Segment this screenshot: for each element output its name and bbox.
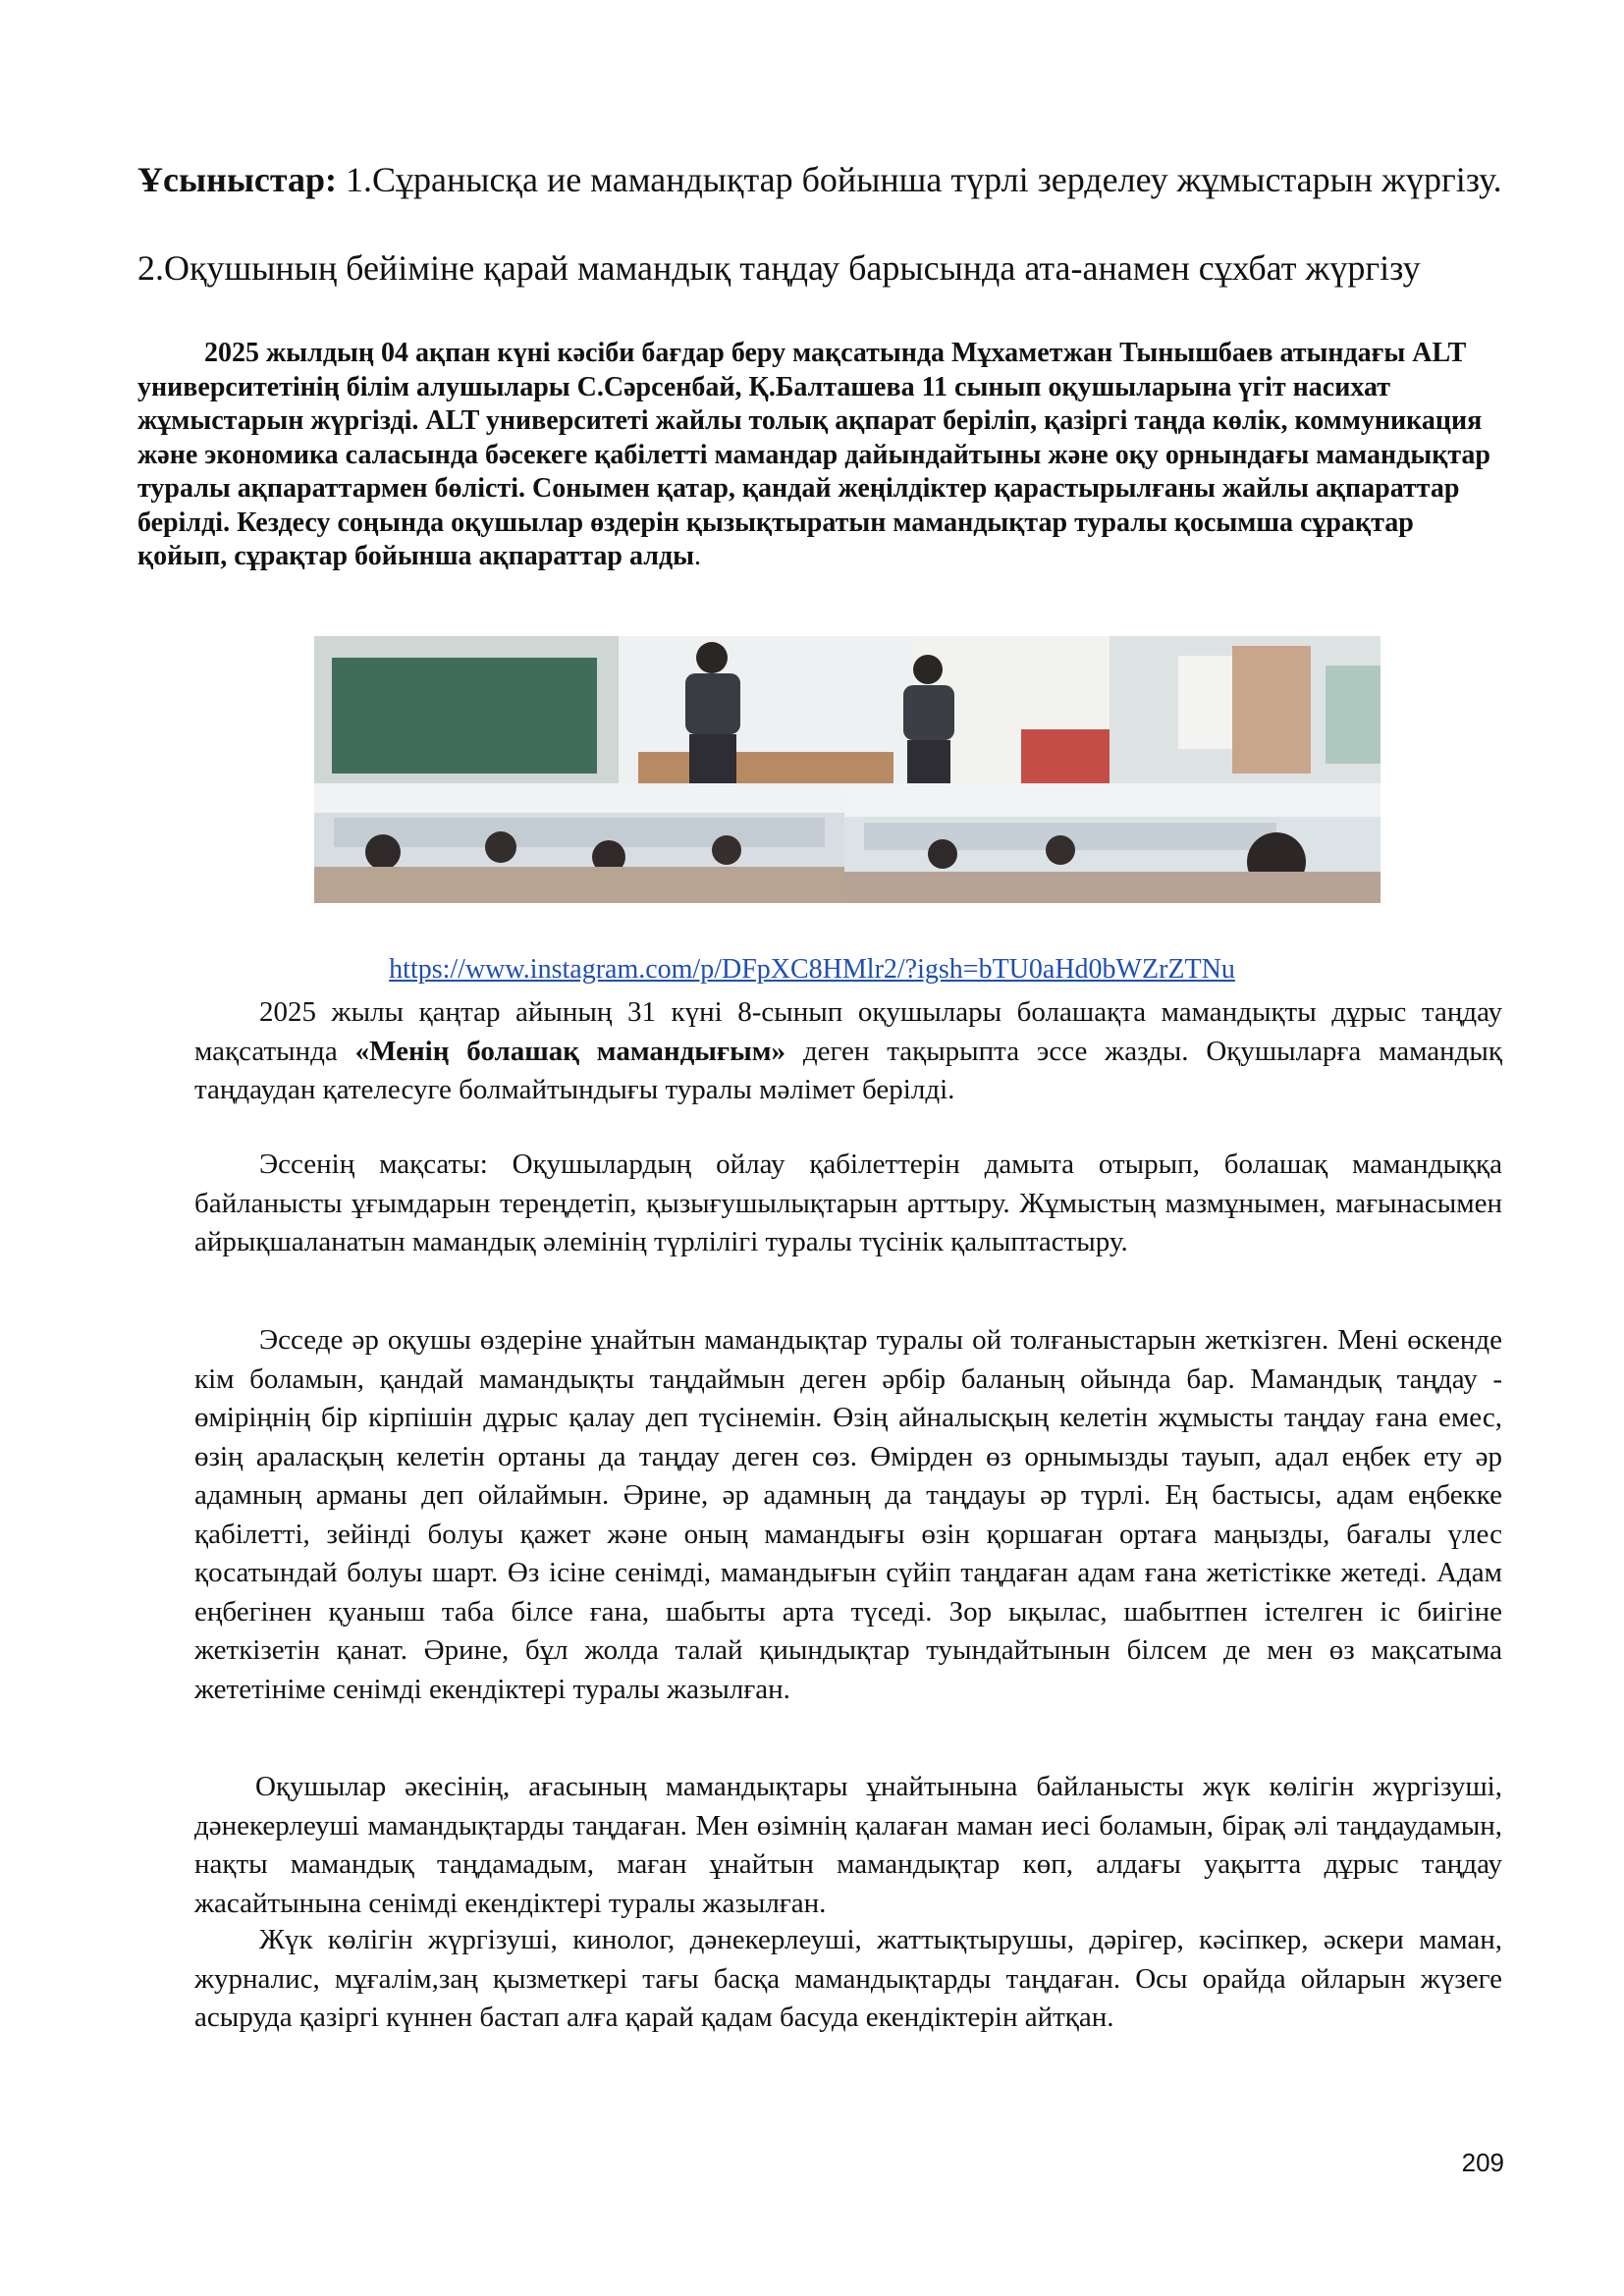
essay-paragraph-2: Эссенің мақсаты: Оқушылардың ойлау қабілеттерін дамыта отырып, болашақ мамандыққа байланысты ұғымдарын тереңдетіп, қызығушылықтарын арттыру. Жұмыстың мазмұнымен, мағынасымен айрықшаланатын мамандық әлемінің түрлілігі туралы түсінік қалыптастыру. (194, 1148, 1502, 1257)
recommendation-2: 2.Оқушының бейіміне қарай мамандық таңдау барысында ата-анамен сұхбат жүргізу (137, 248, 1421, 288)
essay-paragraph-1: 2025 жылы қаңтар айының 31 күні 8-сынып оқушылары болашақта мамандықты дұрыс таңдау мақсатында «Менің болашақ мамандығым» деген тақырыпта эссе жазды. Оқушыларға мамандық таңдаудан қателесуге болмайтындығы туралы мәлімет берілді. (194, 996, 1503, 1105)
recommendation-1 (137, 157, 1502, 202)
event-paragraph: 2025 жылдың 04 ақпан күні кәсіби бағдар беру мақсатында Мұхаметжан Тынышбаев атындағы ALT университетінің білім алушылары С.Сәрсенбай, Қ.Балташева 11 сынып оқушыларына үгіт насихат жұмыстарын жүргізді. ALT университеті жайлы толық ақпарат беріліп, қазіргі таңда көлік, коммуникация және экономика саласында бәсекеге қабілетті мамандар дайындайтыны және оқу орнындағы мамандықтар туралы ақпараттармен бөлісті. Сонымен қатар, қандай жеңілдіктер қарастырылғаны жайлы ақпараттар берілді. Кездесу соңында оқушылар өздерін қызықтыратын мамандықтар туралы қосымша сұрақтар қойып, сұрақтар бойынша ақпараттар алды. (137, 338, 1490, 571)
essay-paragraph-5: Жүк көлігін жүргізуші, кинолог, дәнекерлеуші, жаттықтырушы, дәрігер, кәсіпкер, әскери маман, журналис, мұғалім,заң қызметкері тағы басқа мамандықтарды таңдаған. Осы орайда ойларын жүзеге асыруда қазіргі күннен бастап алға қарай қадам басуда екендіктерін айтқан. (194, 1924, 1502, 2033)
event-text: 2025 жылдың 04 ақпан күні кәсіби бағдар беру мақсатында Мұхаметжан Тынышбаев атындағы ALT университетінің білім алушылары С.Сәрсенбай, Қ.Балташева 11 сынып оқушыларына үгіт насихат жұмыстарын жүргізді. ALT университеті жайлы толық ақпарат беріліп, қазіргі таңда көлік, коммуникация және экономика саласында бәсекеге қабілетті мамандар дайындайтыны және оқу орнындағы мамандықтар туралы ақпараттармен бөлісті. Сонымен қатар, қандай жеңілдіктер қарастырылғаны жайлы ақпараттар берілді. Кездесу соңында оқушылар өздерін қызықтыратын мамандықтар туралы қосымша сұрақтар қойып, сұрақтар бойынша ақпараттар алды (137, 338, 1490, 571)
essay-title: «Менің болашақ мамандығым» (354, 1035, 786, 1067)
essay-paragraph-4: Оқушылар әкесінің, ағасының мамандықтары ұнайтынына байланысты жүк көлігін жүргізуші, дәнекерлеуші мамандықтарды таңдаған. Мен өзімнің қалаған маман иесі боламын, бірақ әлі таңдаудамын, нақты мамандық таңдамадым, маған ұнайтын мамандықтар көп, алдағы уақытта дұрыс таңдау жасайтынына сенімді екендіктері туралы жазылған. (194, 1771, 1502, 1919)
essay-paragraph-3: Эсседе әр оқушы өздеріне ұнайтын мамандықтар туралы ой толғаныстарын жеткізген. Мені өскенде кім боламын, қандай мамандықты таңдаймын деген әрбір баланың ойында бар. Мамандық таңдау - өміріңнің бір кірпішін дұрыс қалау деп түсінемін. Өзің айналысқың келетін жұмысты таңдау ғана емес, өзің араласқың келетін ортаны да таңдау деген сөз. Өмірден өз орнымызды тауып, адал еңбек ету әр адамның арманы деп ойлаймын. Әрине, әр адамның да таңдауы әр түрлі. Ең бастысы, адам еңбекке қабілетті, зейінді болуы қажет және оның мамандығы өзін қоршаған ортаға маңызды, бағалы үлес қосатындай болуы шарт. Өз ісіне сенімді, мамандығын сүйіп таңдаған адам ғана жетістікке жетеді. Адам еңбегінен қуаныш таба білсе ғана, шабыты арта түседі. Зор ықылас, шабытпен істелген іс биігіне жеткізетін қанат. Әрине, бұл жолда талай қиындықтар туындайтынын білсем де мен өз мақсатыма жететініме сенімді екендіктері туралы жазылған. (194, 1324, 1502, 1705)
page-number: 209 (1461, 2148, 1504, 2177)
event-photo-collage (314, 636, 1380, 903)
recommendations-heading: Ұсыныстар: (137, 160, 338, 199)
event-photo (314, 636, 1380, 903)
instagram-link[interactable]: https://www.instagram.com/p/DFpXC8HMlr2/?igsh=bTU0aHd0bWZrZTNu (389, 954, 1235, 985)
recommendation-1-text: 1.Сұранысқа ие мамандықтар бойынша түрлі зерделеу жұмыстарын жүргізу. (337, 160, 1502, 199)
